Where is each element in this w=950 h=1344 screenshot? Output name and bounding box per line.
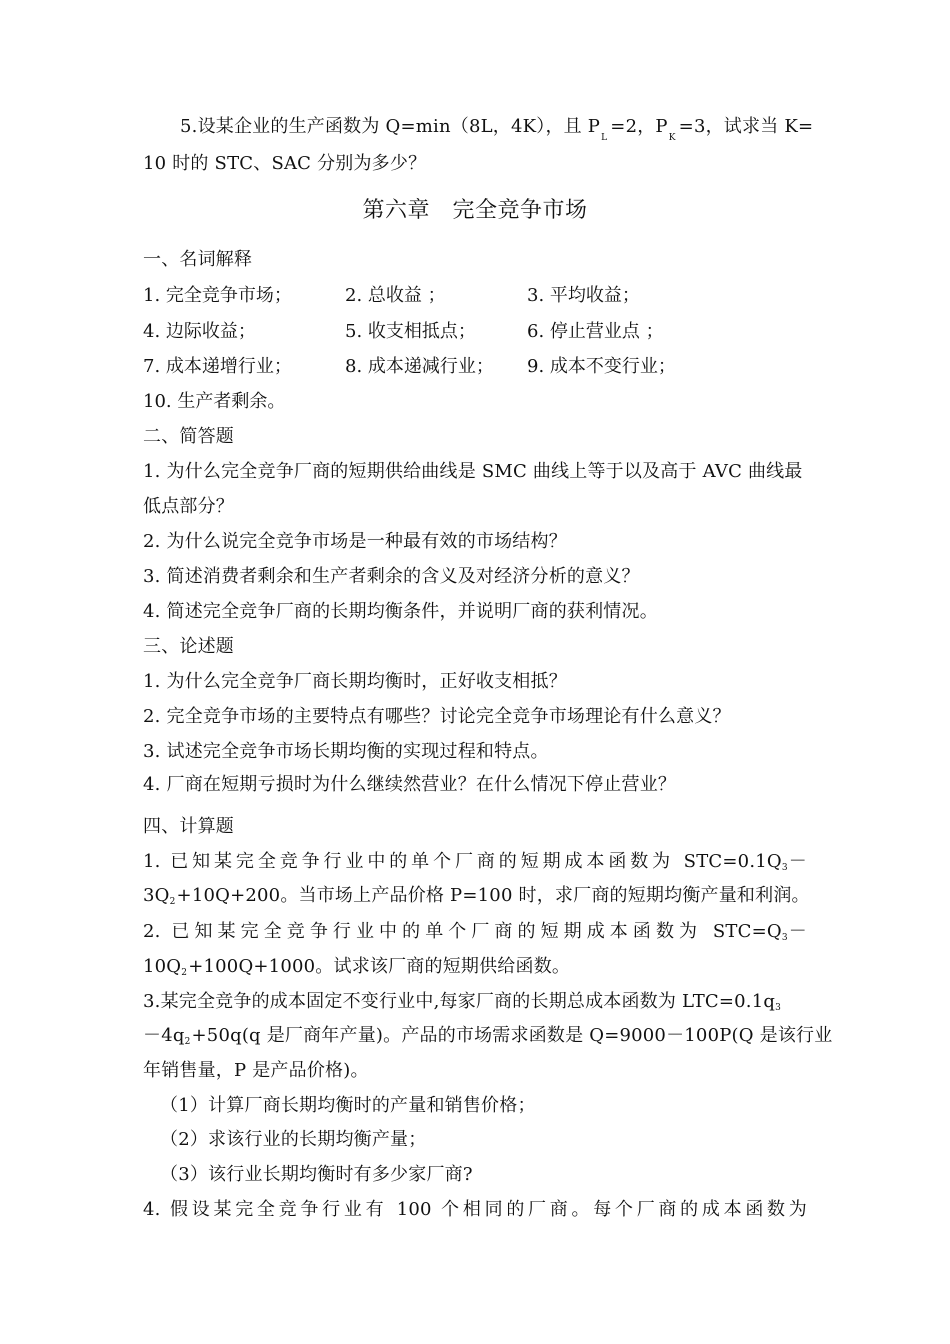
exponent: 2 xyxy=(169,897,176,907)
s4-q1-text-b: +10Q+200。当市场上产品价格 P=100 时，求厂商的短期均衡产量和利润。 xyxy=(176,885,810,906)
term-item: 2. 总收益 ； xyxy=(345,285,446,306)
s4-q3-sub-2: （2）求该行业的长期均衡产量； xyxy=(160,1129,427,1150)
s3-q1: 1. 为什么完全竞争厂商长期均衡时，正好收支相抵？ xyxy=(143,671,567,692)
term-item: 1. 完全竞争市场； xyxy=(143,285,292,306)
exponent: 2 xyxy=(184,1037,191,1047)
exponent: 3 xyxy=(781,933,788,943)
s4-q3-text-a: －4q xyxy=(143,1025,185,1046)
s4-q3-text: 3.某完全竞争的成本固定不变行业中,每家厂商的长期总成本函数为 LTC=0.1q xyxy=(143,991,776,1012)
exponent: 2 xyxy=(181,968,188,978)
term-item: 6. 停止营业点 ； xyxy=(527,321,664,342)
s2-q1-line-1: 1. 为什么完全竞争厂商的短期供给曲线是 SMC 曲线上等于以及高于 AVC 曲线最 xyxy=(143,461,803,482)
term-item: 8. 成本递减行业； xyxy=(345,356,494,377)
section4-heading: 四、计算题 xyxy=(143,816,234,837)
term-item: 7. 成本递增行业； xyxy=(143,356,292,377)
s3-q4: 4. 厂商在短期亏损时为什么继续然营业？在什么情况下停止营业？ xyxy=(143,774,677,795)
s3-q3: 3. 试述完全竞争市场长期均衡的实现过程和特点。 xyxy=(143,741,549,762)
term-item: 9. 成本不变行业； xyxy=(527,356,676,377)
q5-text-c: =3，试求当 K= xyxy=(678,116,814,137)
minus-sign: － xyxy=(788,921,807,942)
chapter-title: 第六章 完全竞争市场 xyxy=(362,198,588,223)
s4-q3-sub-3: （3）该行业长期均衡时有多少家厂商? xyxy=(160,1164,473,1185)
s4-q1-text: 1. 已知某完全竞争行业中的单个厂商的短期成本函数为 STC=0.1Q xyxy=(143,851,782,872)
exponent: 3 xyxy=(781,863,788,873)
minus-sign: － xyxy=(788,851,807,872)
section3-heading: 三、论述题 xyxy=(143,636,234,657)
section1-heading: 一、名词解释 xyxy=(143,249,253,270)
term-item: 4. 边际收益； xyxy=(143,321,256,342)
s4-q3-line-2 xyxy=(143,1024,832,1048)
s4-q1-line-2 xyxy=(143,884,810,908)
s2-q2: 2. 为什么说完全竞争市场是一种最有效的市场结构？ xyxy=(143,531,567,552)
s4-q2-line-1 xyxy=(143,920,807,944)
q5-line-2: 10 时的 STC、SAC 分别为多少？ xyxy=(143,153,427,174)
s2-q1-line-2: 低点部分？ xyxy=(143,496,234,517)
s4-q3-text-b: +50q(q 是厂商年产量)。产品的市场需求函数是 Q=9000－100P(Q 是该行业 xyxy=(191,1025,833,1046)
s4-q2-line-2 xyxy=(143,955,570,979)
q5-text-a: 5.设某企业的生产函数为 Q=min（8L，4K），且 P xyxy=(180,116,601,137)
q5-line-1 xyxy=(180,115,814,143)
s4-q3-line-1 xyxy=(143,990,782,1014)
exponent: 3 xyxy=(775,1003,782,1013)
s4-q1-line-1 xyxy=(143,850,807,874)
s2-q4: 4. 简述完全竞争厂商的长期均衡条件，并说明厂商的获利情况。 xyxy=(143,601,658,622)
term-item: 5. 收支相抵点； xyxy=(345,321,476,342)
s4-q2-text-b: +100Q+1000。试求该厂商的短期供给函数。 xyxy=(188,956,571,977)
s4-q1-text-a: 3Q xyxy=(143,885,170,906)
s4-q3-sub-1: （1）计算厂商长期均衡时的产量和销售价格； xyxy=(160,1095,536,1116)
s4-q2-text-a: 10Q xyxy=(143,956,182,977)
term-item: 3. 平均收益； xyxy=(527,285,640,306)
subscript-k: K xyxy=(668,133,676,143)
s4-q2-text: 2. 已知某完全竞争行业中的单个厂商的短期成本函数为 STC=Q xyxy=(143,921,782,942)
s2-q3: 3. 简述消费者剩余和生产者剩余的含义及对经济分析的意义？ xyxy=(143,566,640,587)
s3-q2: 2. 完全竞争市场的主要特点有哪些？讨论完全竞争市场理论有什么意义？ xyxy=(143,706,731,727)
subscript-l: L xyxy=(601,133,608,143)
s4-q4-line-1: 4. 假设某完全竞争行业有 100 个相同的厂商。每个厂商的成本函数为 xyxy=(143,1199,807,1220)
s4-q3-line-3: 年销售量，P 是产品价格)。 xyxy=(143,1060,369,1081)
term-item: 10. 生产者剩余。 xyxy=(143,391,286,412)
q5-text-b: =2，P xyxy=(610,116,668,137)
section2-heading: 二、简答题 xyxy=(143,426,234,447)
